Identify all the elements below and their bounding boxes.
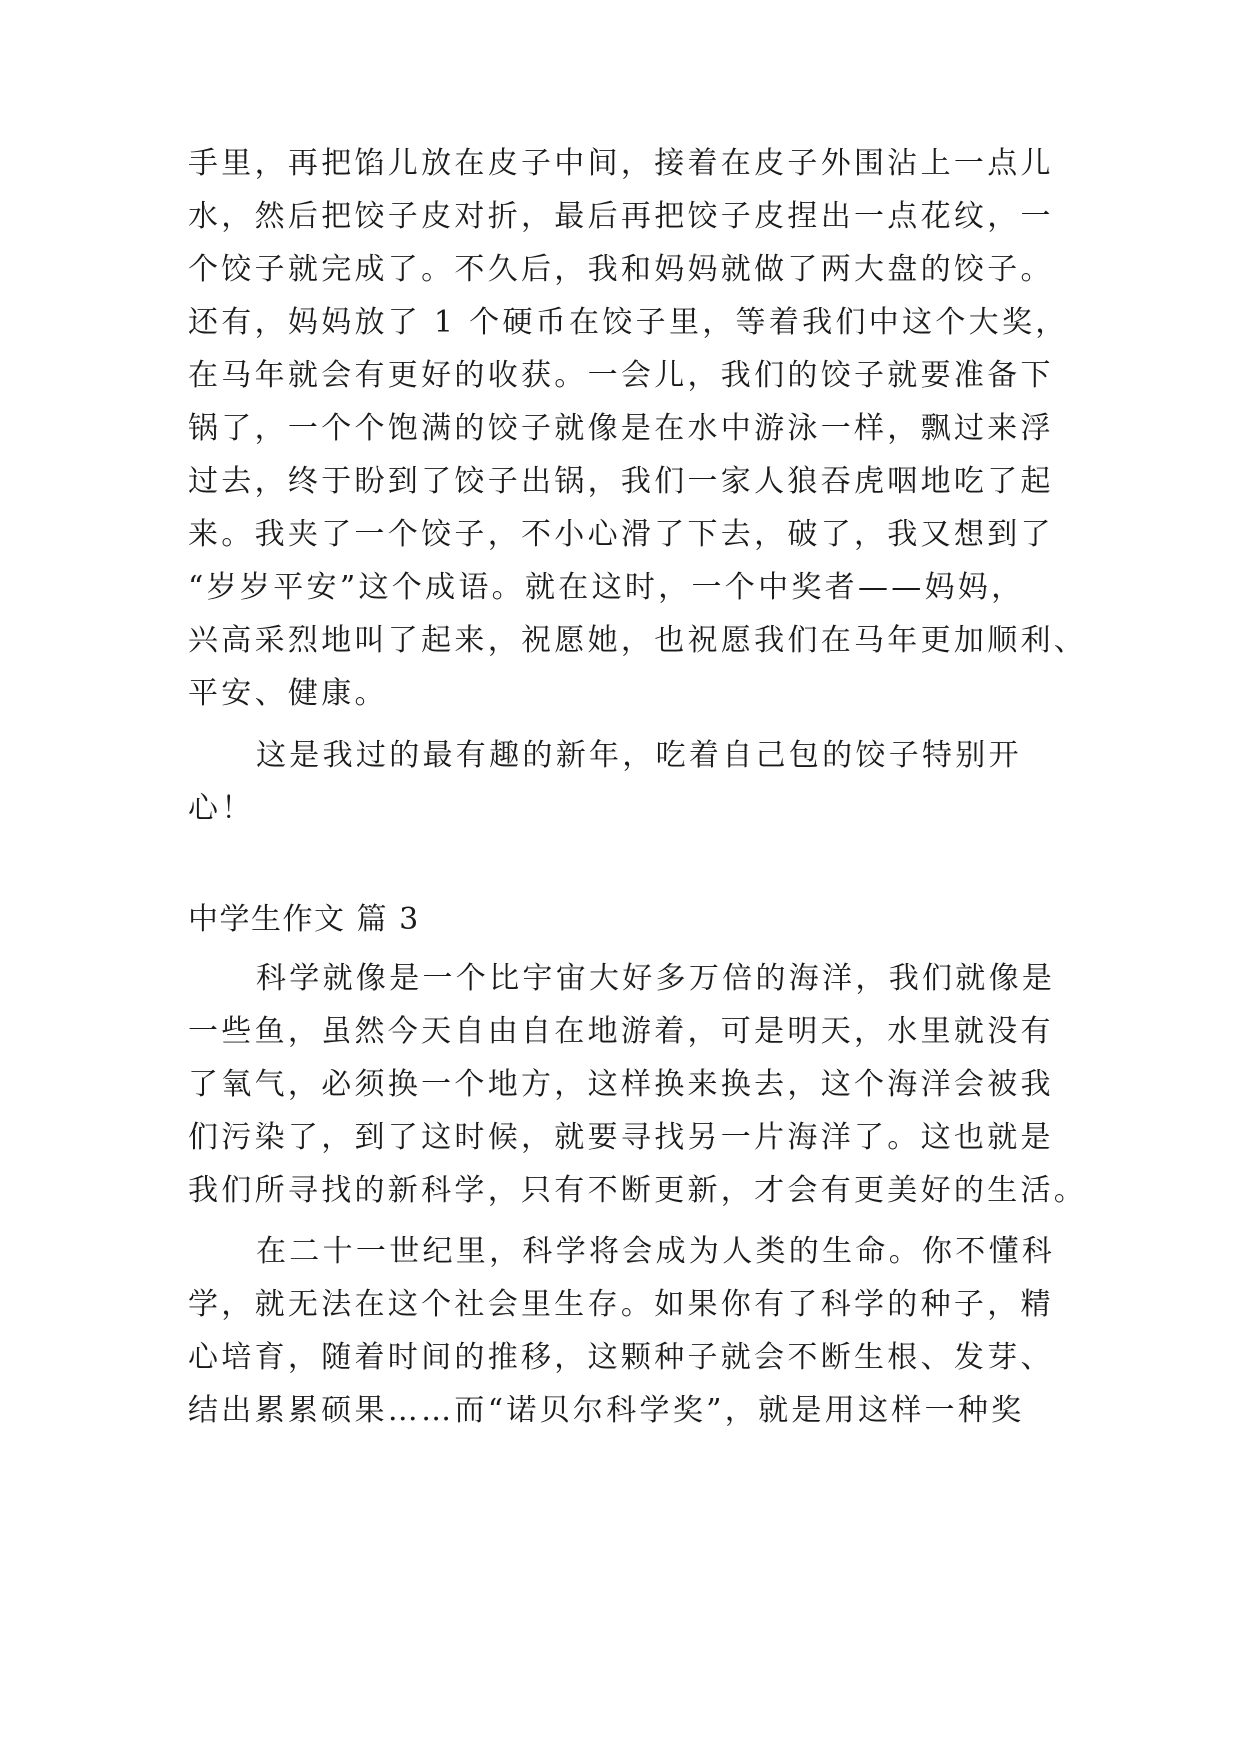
section-heading: 中学生作文 篇 3 <box>188 902 420 937</box>
paragraph-line: 还有，妈妈放了 1 个硬币在饺子里，等着我们中这个大奖， <box>188 305 1069 340</box>
paragraph-line: 过去，终于盼到了饺子出锅，我们一家人狼吞虎咽地吃了起 <box>188 464 1054 499</box>
paragraph-line: 在马年就会有更好的收获。一会儿，我们的饺子就要准备下 <box>188 358 1054 393</box>
paragraph-line: 了氧气，必须换一个地方，这样换来换去，这个海洋会被我 <box>188 1067 1054 1102</box>
paragraph-line: 手里，再把馅儿放在皮子中间，接着在皮子外围沾上一点儿 <box>188 146 1054 181</box>
paragraph-line: 水，然后把饺子皮对折，最后再把饺子皮捏出一点花纹，一 <box>188 199 1054 234</box>
paragraph-line: 科学就像是一个比宇宙大好多万倍的海洋，我们就像是 <box>256 961 1056 996</box>
paragraph-line: 平安、健康。 <box>188 676 388 711</box>
paragraph-line: 心培育，随着时间的推移，这颗种子就会不断生根、发芽、 <box>188 1340 1054 1375</box>
paragraph-line: 一些鱼，虽然今天自由自在地游着，可是明天，水里就没有 <box>188 1014 1054 1049</box>
paragraph-line: 心！ <box>188 791 255 826</box>
paragraph-line: “岁岁平安”这个成语。就在这时，一个中奖者——妈妈， <box>188 570 1025 605</box>
paragraph-line: 这是我过的最有趣的新年，吃着自己包的饺子特别开 <box>256 738 1022 773</box>
paragraph-line: 结出累累硕果……而“诺贝尔科学奖”，就是用这样一种奖 <box>188 1393 1025 1428</box>
paragraph-line: 来。我夹了一个饺子，不小心滑了下去，破了，我又想到了 <box>188 517 1054 552</box>
paragraph-line: 我们所寻找的新科学，只有不断更新，才会有更美好的生活。 <box>188 1173 1088 1208</box>
paragraph-line: 兴高采烈地叫了起来，祝愿她，也祝愿我们在马年更加顺利、 <box>188 623 1088 658</box>
paragraph-line: 们污染了，到了这时候，就要寻找另一片海洋了。这也就是 <box>188 1120 1054 1155</box>
paragraph-line: 锅了，一个个饱满的饺子就像是在水中游泳一样，飘过来浮 <box>188 411 1054 446</box>
paragraph-line: 在二十一世纪里，科学将会成为人类的生命。你不懂科 <box>256 1234 1056 1269</box>
paragraph-line: 个饺子就完成了。不久后，我和妈妈就做了两大盘的饺子。 <box>188 252 1054 287</box>
paragraph-line: 学，就无法在这个社会里生存。如果你有了科学的种子，精 <box>188 1287 1054 1322</box>
